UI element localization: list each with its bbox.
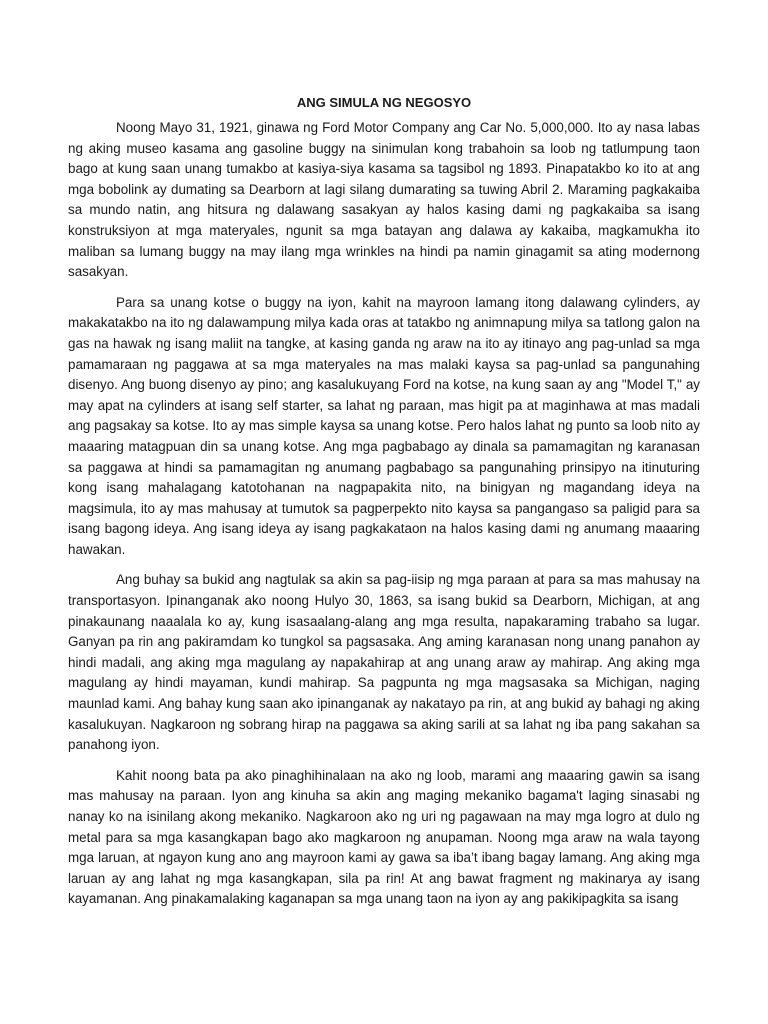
- paragraph-2: Para sa unang kotse o buggy na iyon, kahit na mayroon lamang itong dalawang cylinders, ay makakatakbo na ito ng dalawampung milya kada oras at tatakbo ng animnapung milya sa tatlong galon na gas na hawak ng isang maliit na tangke, at kasing ganda ng araw na ito ay itinayo ang pag-unlad sa mga pamamaraan ng paggawa at sa mga materyales na mas malaki kaysa sa pag-unlad sa pangunahing disenyo. Ang buong disenyo ay pino; ang kasalukuyang Ford na kotse, na kung saan ay ang "Model T," ay may apat na cylinders at isang self starter, sa lahat ng paraan, mas higit pa at maginhawa at mas madali ang pagsakay sa kotse. Ito ay mas simple kaysa sa unang kotse. Pero halos lahat ng punto sa loob nito ay maaaring matagpuan din sa unang kotse. Ang mga pagbabago ay dinala sa pamamagitan ng karanasan sa paggawa at hindi sa pamamagitan ng anumang pagbabago sa pangunahing prinsipyo na itinuturing kong isang mahalagang katotohanan na nagpapakita nito, na binigyan ng magandang ideya na magsimula, ito ay mas mahusay at tumutok sa pagperpekto nito kaysa sa pangangaso sa paligid para sa isang bagong ideya. Ang isang ideya ay isang pagkakataon na halos kasing dami ng anumang maaaring hawakan.: [68, 294, 700, 557]
- paragraph-1: Noong Mayo 31, 1921, ginawa ng Ford Motor Company ang Car No. 5,000,000. Ito ay nasa labas ng aking museo kasama ang gasoline buggy na sinimulan kong trabahoin sa loob ng tatlumpung taon bago at kung saan unang tumakbo at kasiya-siya kasama sa tagsibol ng 1893. Pinapatakbo ko ito at ang mga bobolink ay dumating sa Dearborn at lagi silang dumarating sa tuwing Abril 2. Maraming pagkakaiba sa mundo natin, ang hitsura ng dalawang sasakyan ay halos kasing dami ng pagkakaiba sa isang konstruksiyon at mga materyales, ngunit sa mga batayan ang dalawa ay kakaiba, magkamukha ito maliban sa lumang buggy na may ilang mga wrinkles na hindi pa namin ginagamit sa ating modernong sasakyan.: [68, 120, 700, 280]
- document-title: ANG SIMULA NG NEGOSYO: [296, 95, 472, 110]
- paragraph-3: Ang buhay sa bukid ang nagtulak sa akin sa pag-iisip ng mga paraan at para sa mas mahusay na transportasyon. Ipinanganak ako noong Hulyo 30, 1863, sa isang bukid sa Dearborn, Michigan, at ang pinakaunang naaalala ko ay, kung isasaalang-alang ang mga resulta, napakaraming trabaho sa lugar. Ganyan pa rin ang pakiramdam ko tungkol sa pagsasaka. Ang aming karanasan nong unang panahon ay hindi madali, ang aking mga magulang ay napakahirap at ang unang araw ay mahirap. Ang aking mga magulang ay hindi mayaman, kundi mahirap. Sa pagpunta ng mga magsasaka sa Michigan, naging maunlad kami. Ang bahay kung saan ako ipinanganak ay nakatayo pa rin, at ang bukid ay bahagi ng aking kasalukuyan. Nagkaroon ng sobrang hirap na paggawa sa aking sarili at sa lahat ng iba pang sakahan sa panahong iyon.: [68, 572, 700, 753]
- document-body: [68, 94, 700, 920]
- paragraph-4: Kahit noong bata pa ako pinaghihinalaan na ako ng loob, marami ang maaaring gawin sa isang mas mahusay na paraan. Iyon ang kinuha sa akin ang maging mekaniko bagama't laging sinasabi ng nanay ko na isinilang akong mekaniko. Nagkaroon ako ng uri ng pagawaan na may mga logro at dulo ng metal para sa mga kasangkapan bago ako magkaroon ng anupaman. Noong mga araw na wala tayong mga laruan, at ngayon kung ano ang mayroon kami ay gawa sa iba’t ibang bagay lamang. Ang aking mga laruan ay ang lahat ng mga kasangkapan, sila pa rin! At ang bawat fragment ng makinarya ay isang kayamanan. Ang pinakamalaking kaganapan sa mga unang taon na iyon ay ang pakikipagkita sa isang: [68, 767, 700, 907]
